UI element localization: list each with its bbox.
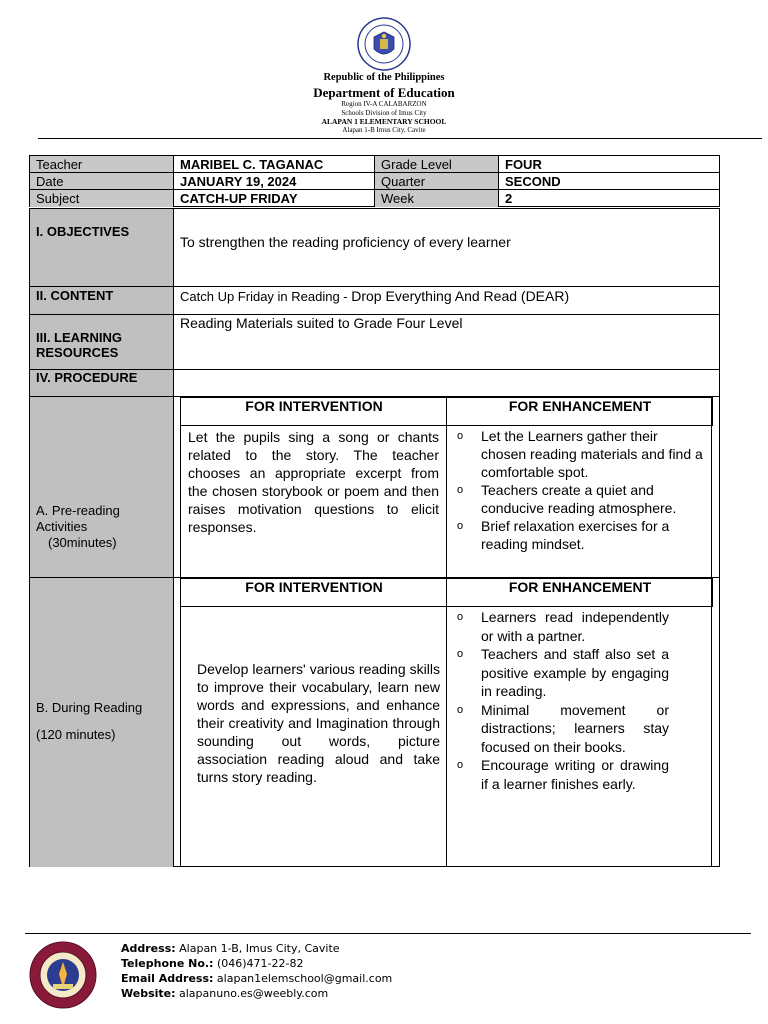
bullet-icon: o <box>457 430 464 442</box>
during-divider <box>446 606 447 866</box>
teacher-value: MARIBEL C. TAGANAC <box>174 156 375 173</box>
quarter-value: SECOND <box>499 173 719 190</box>
prereading-label-line2: Activities <box>36 519 88 534</box>
procedure-row <box>30 370 719 397</box>
deped-seal-icon <box>357 17 411 71</box>
region-line: Region IV-A CALABARZON <box>341 100 427 108</box>
bullet-icon: o <box>457 703 464 716</box>
resources-row <box>30 315 719 370</box>
school-address: Alapan 1-B Imus City, Cavite <box>342 126 426 134</box>
prereading-label-line3: (30minutes) <box>48 535 117 550</box>
document-header <box>0 0 768 140</box>
bullet-icon: o <box>457 611 464 623</box>
footer-contact <box>121 941 392 1001</box>
list-item: o Encourage writing or drawing if a learner finishes early. <box>457 757 669 792</box>
resources-label-line2: RESOURCES <box>36 345 119 360</box>
list-item: o Teachers create a quiet and conducive reading atmosphere. <box>457 482 677 516</box>
bullet-icon: o <box>457 484 464 496</box>
lesson-info-table <box>29 155 720 207</box>
during-intervention-head: FOR INTERVENTION <box>245 579 383 595</box>
date-value: JANUARY 19, 2024 <box>174 173 375 190</box>
quarter-label: Quarter <box>375 173 499 190</box>
footer-website: Website: alapanuno.es@weebly.com <box>121 987 329 1000</box>
content-text-a: Catch Up Friday in Reading - <box>180 289 352 304</box>
content-text-b: Drop Everything And Read (DEAR) <box>351 288 570 304</box>
list-item: o Learners read independently or with a partner. <box>457 609 669 644</box>
teacher-label: Teacher <box>30 156 174 173</box>
objectives-text: To strengthen the reading proficiency of every learner <box>180 234 511 250</box>
division-line: Schools Division of Imus City <box>341 109 427 117</box>
list-item: o Teachers and staff also set a positive example by engaging in reading. <box>457 646 669 699</box>
procedure-label: IV. PROCEDURE <box>30 370 174 396</box>
content-text <box>180 288 569 304</box>
prereading-enhancement-list <box>455 427 703 553</box>
during-reading-row <box>30 578 719 867</box>
list-item: o Minimal movement or distractions; learners stay focused on their books. <box>457 701 669 755</box>
week-value: 2 <box>505 191 513 206</box>
prereading-intervention-head: FOR INTERVENTION <box>245 398 383 414</box>
during-intervention-text: Develop learners' various reading skills to improve their vocabulary, learn new words and expressions, and enhance their creativity and Imagination through sounding out words, picture association reading aloud and take turns story reading. <box>197 661 440 785</box>
objectives-row <box>30 209 719 287</box>
prereading-intervention-text: Let the pupils sing a song or chants related to the story. The teacher chooses an appropriate excerpt from the chosen storybook or poem and then raises motivation questions to elicit responses. <box>188 429 439 535</box>
content-label: II. CONTENT <box>30 287 174 314</box>
bullet-icon: o <box>457 759 464 771</box>
footer-address: Address: Alapan 1-B, Imus City, Cavite <box>121 942 340 955</box>
during-subtable <box>180 578 712 867</box>
resources-text: Reading Materials suited to Grade Four Level <box>180 315 463 331</box>
during-enhancement-list <box>455 608 669 793</box>
during-enhancement-head: FOR ENHANCEMENT <box>508 579 652 595</box>
prereading-divider <box>446 425 447 579</box>
school-logo-icon <box>28 940 98 1010</box>
list-item: o Let the Learners gather their chosen reading materials and find a comfortable spot. <box>457 428 703 480</box>
prereading-row <box>30 397 719 578</box>
prereading-subtable <box>180 397 712 578</box>
prereading-label <box>30 397 174 577</box>
resources-label <box>30 315 174 369</box>
during-reading-label <box>30 578 174 867</box>
objectives-label: I. OBJECTIVES <box>30 209 174 286</box>
prereading-label-line1: A. Pre-reading <box>36 503 120 518</box>
week-label: Week <box>375 190 499 207</box>
list-item: o Brief relaxation exercises for a reading mindset. <box>457 518 670 552</box>
bullet-icon: o <box>457 648 464 660</box>
content-row <box>30 287 719 315</box>
grade-level-label: Grade Level <box>375 156 499 173</box>
date-label: Date <box>30 173 174 190</box>
resources-label-line1: III. LEARNING <box>36 330 122 345</box>
footer-divider <box>25 933 751 934</box>
lesson-plan-table <box>29 208 720 867</box>
header-divider <box>38 138 762 139</box>
department-line: Department of Education <box>313 85 455 100</box>
school-name: ALAPAN 1 ELEMENTARY SCHOOL <box>321 117 447 126</box>
prereading-enhancement-head: FOR ENHANCEMENT <box>508 398 652 414</box>
footer-telephone: Telephone No.: (046)471-22-82 <box>121 957 304 970</box>
footer-email: Email Address: alapan1elemschool@gmail.com <box>121 972 393 985</box>
bullet-icon: o <box>457 520 464 532</box>
republic-line: Republic of the Philippines <box>323 72 445 83</box>
grade-level-value: FOUR <box>499 156 719 173</box>
subject-value: CATCH-UP FRIDAY <box>174 190 375 207</box>
during-label-line2: (120 minutes) <box>36 727 116 742</box>
during-label-line1: B. During Reading <box>36 700 143 715</box>
subject-label: Subject <box>30 190 174 207</box>
